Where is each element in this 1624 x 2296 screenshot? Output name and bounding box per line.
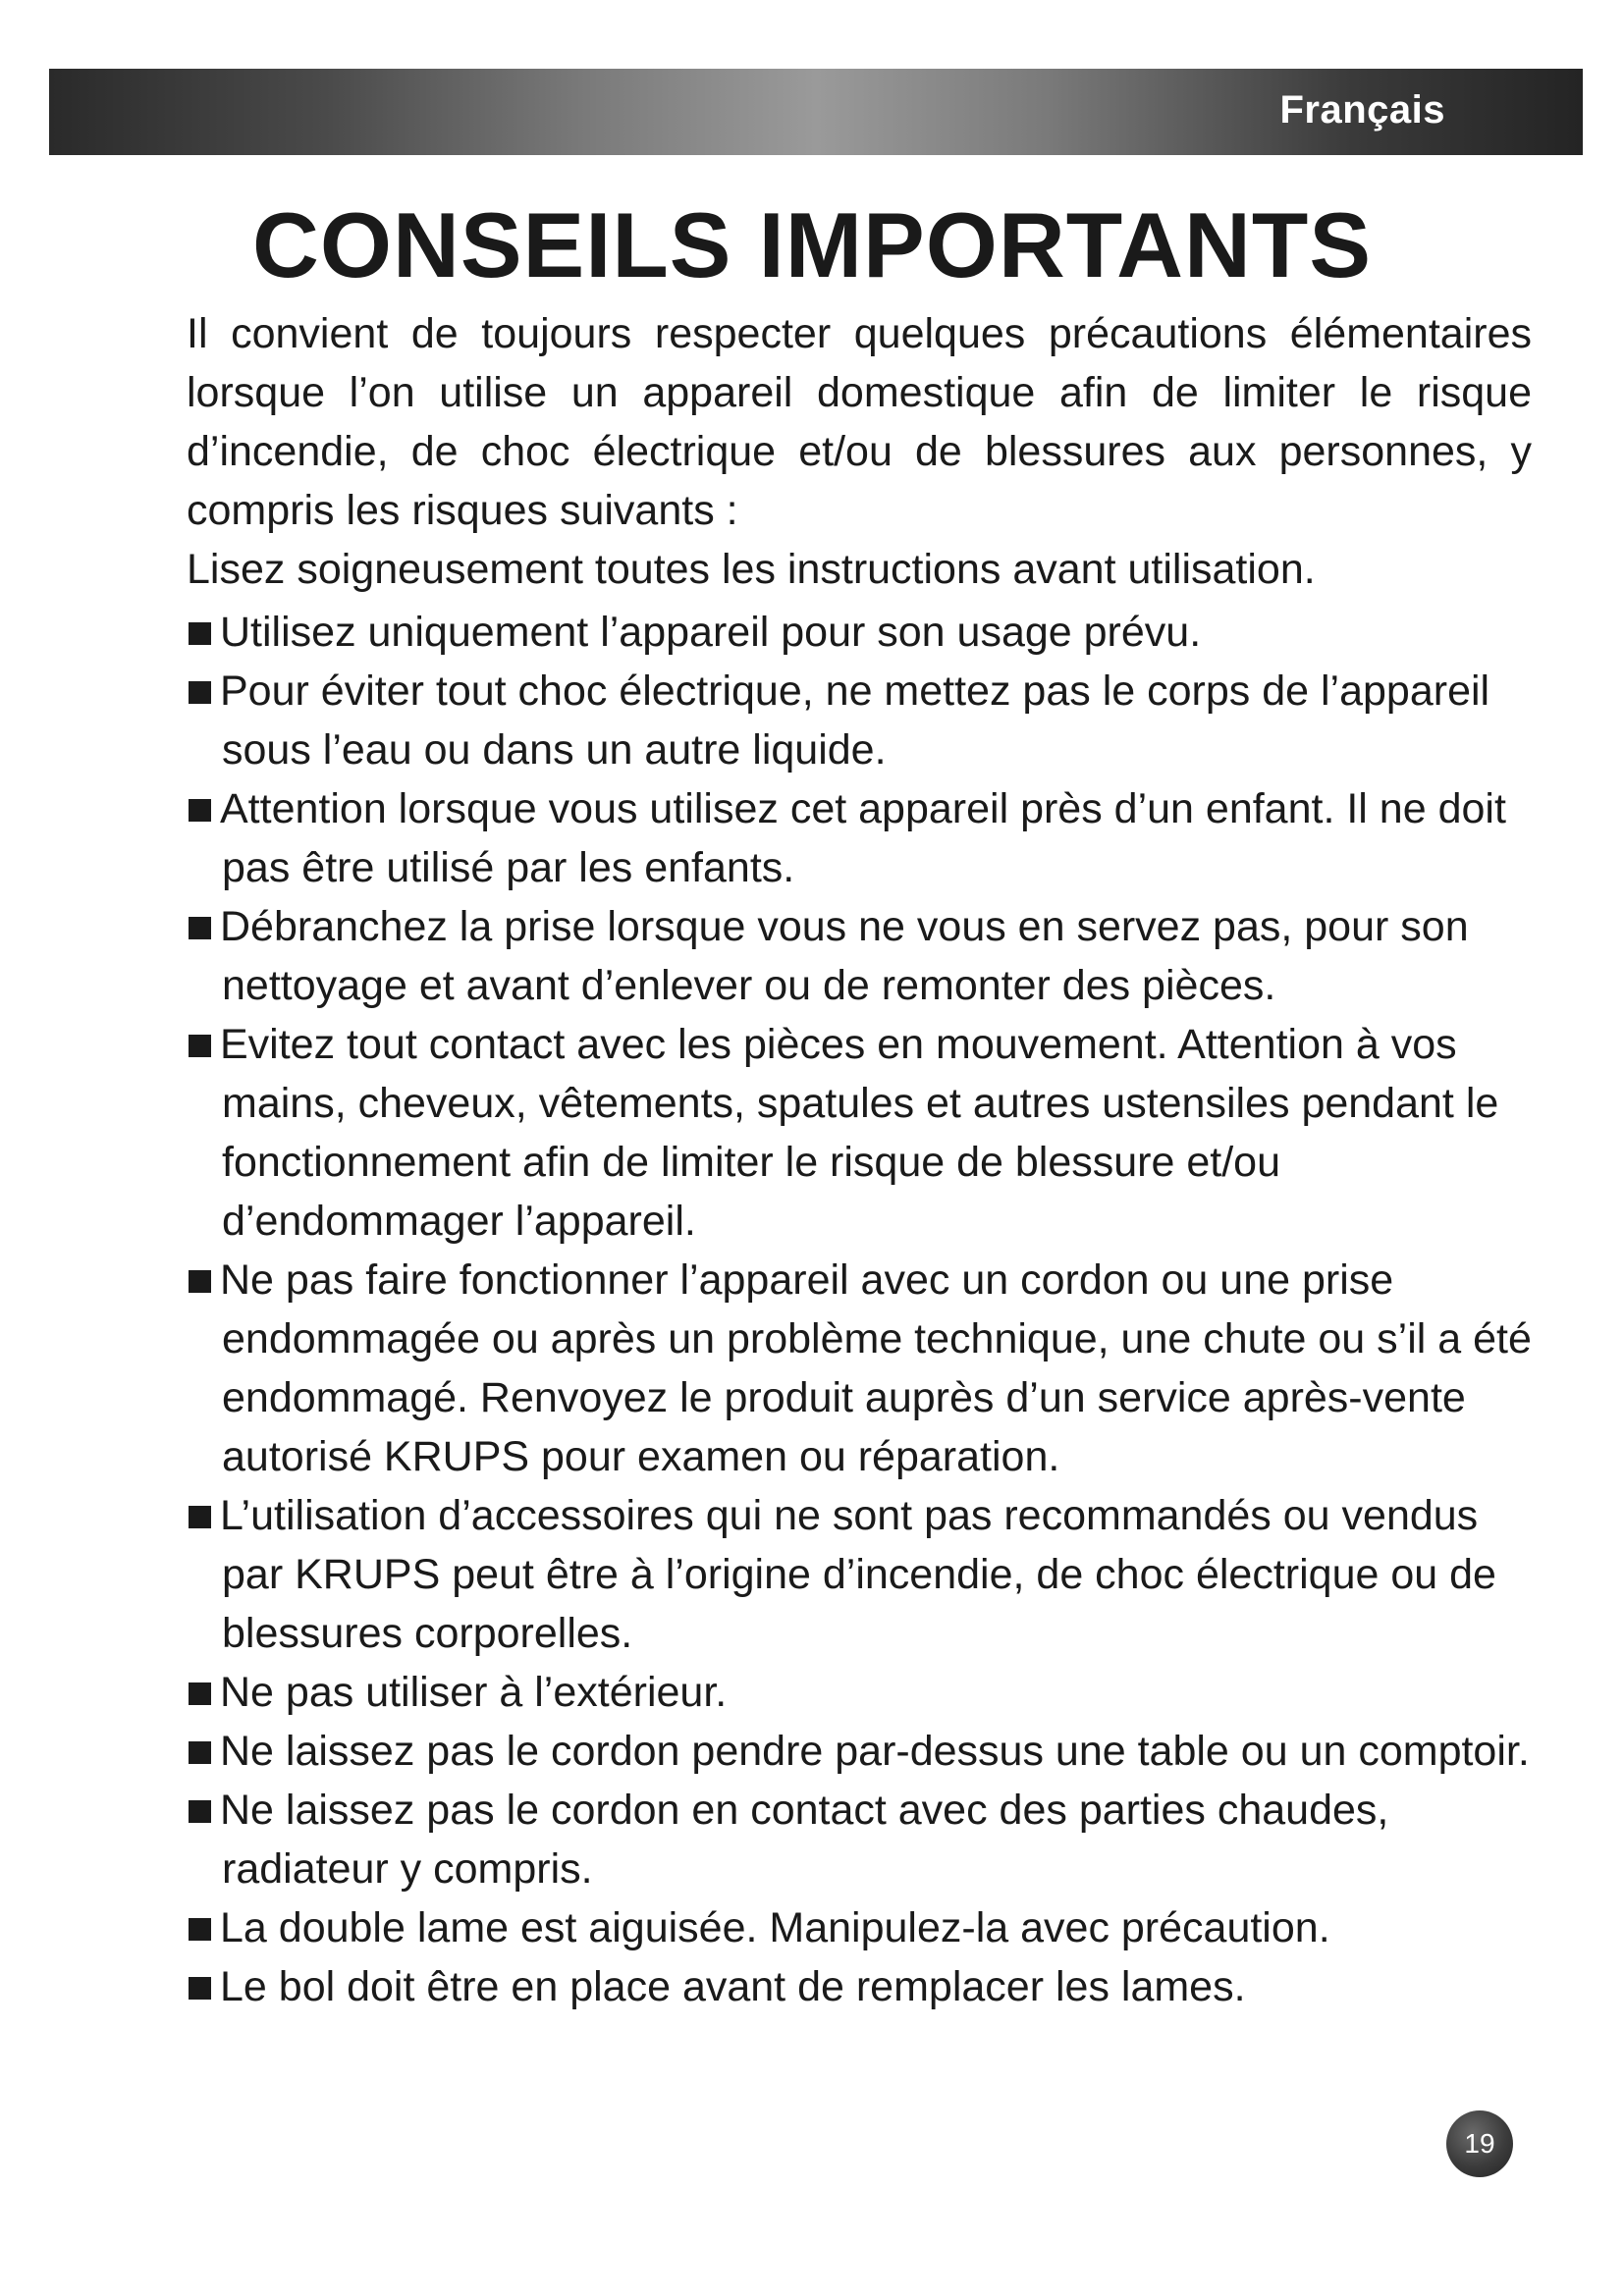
list-item-text: Ne pas utiliser à l’extérieur. bbox=[220, 1669, 728, 1716]
bullet-square-icon bbox=[189, 1035, 211, 1057]
bullet-square-icon bbox=[189, 917, 211, 939]
bullet-square-icon bbox=[189, 799, 211, 822]
list-item-text: L’utilisation d’accessoires qui ne sont pas recommandés ou vendus par KRUPS peut être à l’origine d’incendie, de choc électrique ou de blessures corporelles. bbox=[220, 1492, 1496, 1657]
page-title: CONSEILS IMPORTANTS bbox=[251, 193, 1373, 296]
bullet-square-icon bbox=[189, 681, 211, 704]
header-band bbox=[49, 69, 1583, 155]
list-item-text: Pour éviter tout choc électrique, ne mettez pas le corps de l’appareil sous l’eau ou dans un autre liquide. bbox=[220, 667, 1490, 774]
page-number-badge: 19 bbox=[1446, 2110, 1513, 2177]
bullet-square-icon bbox=[189, 1270, 211, 1293]
list-item bbox=[187, 1957, 1532, 2016]
list-item bbox=[187, 1663, 1532, 1722]
list-item-text: Ne laissez pas le cordon pendre par-dessus une table ou un comptoir. bbox=[220, 1728, 1530, 1775]
list-item bbox=[187, 1898, 1532, 1957]
language-label: Français bbox=[1279, 88, 1445, 132]
safety-list bbox=[187, 603, 1532, 2016]
bullet-square-icon bbox=[189, 1682, 211, 1705]
list-item bbox=[187, 897, 1532, 1015]
list-item-text: La double lame est aiguisée. Manipulez-la avec précaution. bbox=[220, 1904, 1330, 1951]
list-item-text: Evitez tout contact avec les pièces en mouvement. Attention à vos mains, cheveux, vêtements, spatules et autres ustensiles pendant le fonctionnement afin de limiter le risque de blessure et/ou d’endommager l’appareil. bbox=[220, 1021, 1499, 1245]
list-item-text: Ne pas faire fonctionner l’appareil avec un cordon ou une prise endommagée ou après un problème technique, une chute ou s’il a été endommagé. Renvoyez le produit auprès d’un service après-vente autorisé KRUPS pour examen ou réparation. bbox=[220, 1256, 1532, 1480]
list-item-text: Débranchez la prise lorsque vous ne vous en servez pas, pour son nettoyage et avant d’enlever ou de remonter des pièces. bbox=[220, 903, 1469, 1009]
list-item-text: Ne laissez pas le cordon en contact avec des parties chaudes, radiateur y compris. bbox=[220, 1787, 1389, 1893]
intro-paragraph: Il convient de toujours respecter quelques précautions élémentaires lorsque l’on utilise un appareil domestique afin de limiter le risque d’incendie, de choc électrique et/ou de blessures aux personnes, y compris les risques suivants : bbox=[187, 310, 1532, 534]
bullet-square-icon bbox=[189, 1977, 211, 2000]
bullet-square-icon bbox=[189, 1800, 211, 1823]
list-item-text: Utilisez uniquement l’appareil pour son usage prévu. bbox=[220, 609, 1202, 656]
bullet-square-icon bbox=[189, 1506, 211, 1528]
bullet-square-icon bbox=[189, 622, 211, 645]
list-item bbox=[187, 662, 1532, 779]
list-item-text: Le bol doit être en place avant de remplacer les lames. bbox=[220, 1963, 1246, 2010]
lead-sentence: Lisez soigneusement toutes les instructions avant utilisation. bbox=[187, 546, 1316, 593]
list-item bbox=[187, 603, 1532, 662]
list-item-text: Attention lorsque vous utilisez cet appareil près d’un enfant. Il ne doit pas être utilisé par les enfants. bbox=[220, 785, 1506, 891]
list-item bbox=[187, 1015, 1532, 1251]
bullet-square-icon bbox=[189, 1918, 211, 1941]
content bbox=[187, 304, 1532, 2016]
list-item bbox=[187, 779, 1532, 897]
list-item bbox=[187, 1722, 1532, 1781]
list-item bbox=[187, 1781, 1532, 1898]
list-item bbox=[187, 1251, 1532, 1486]
bullet-square-icon bbox=[189, 1741, 211, 1764]
list-item bbox=[187, 1486, 1532, 1663]
